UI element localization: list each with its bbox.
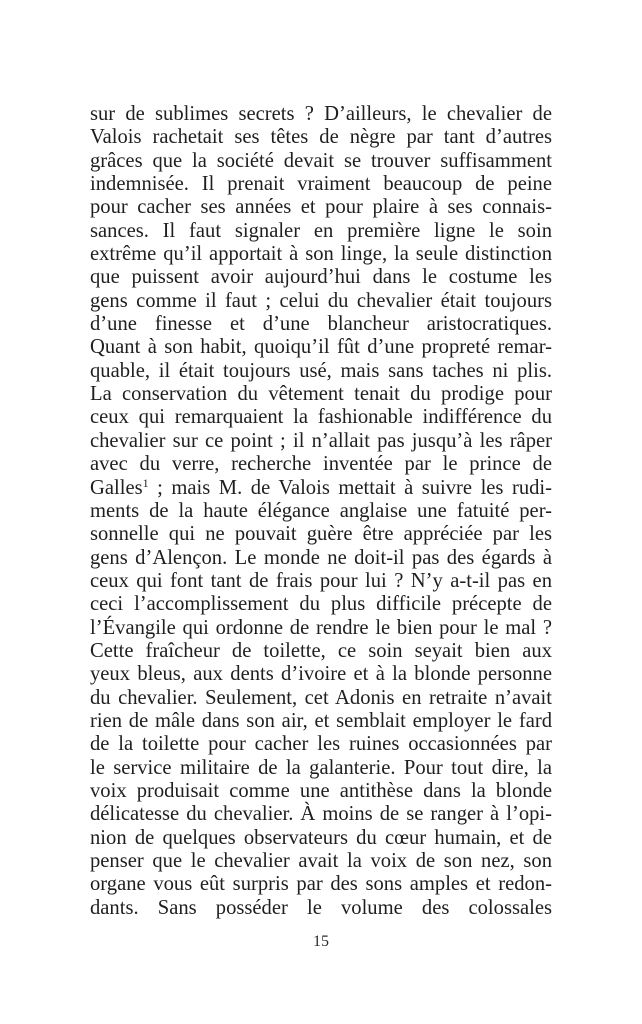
text-line: indemnisée. Il prenait vraiment beaucoup de peine bbox=[90, 173, 552, 196]
text-line: Valois rachetait ses têtes de nègre par tant d’autres bbox=[90, 126, 552, 149]
text-line: l’Évangile qui ordonne de rendre le bien pour le mal ? bbox=[90, 616, 552, 639]
text-line: extrême qu’il apportait à son linge, la seule distinction bbox=[90, 243, 552, 266]
text-line: nion de quelques observateurs du cœur humain, et de bbox=[90, 826, 552, 849]
text-line: sances. Il faut signaler en première ligne le soin bbox=[90, 219, 552, 242]
text-line: organe vous eût surpris par des sons amples et redon- bbox=[90, 873, 552, 896]
text-line: La conservation du vêtement tenait du prodige pour bbox=[90, 383, 552, 406]
footnote-marker: 1 bbox=[142, 475, 149, 490]
text-line: pour cacher ses années et pour plaire à ses connais- bbox=[90, 196, 552, 219]
text-line-with-footnote bbox=[90, 477, 552, 500]
text-line: ceux qui font tant de frais pour lui ? N’y a-t-il pas en bbox=[90, 569, 552, 592]
text-line: voix produisait comme une antithèse dans la blonde bbox=[90, 779, 552, 802]
text-line: quable, il était toujours usé, mais sans taches ni plis. bbox=[90, 359, 552, 382]
page-number: 15 bbox=[313, 933, 329, 950]
text-fragment: ; mais M. de Valois mettait à suivre les rudi- bbox=[148, 476, 552, 499]
text-line: dants. Sans posséder le volume des colossales bbox=[90, 896, 552, 919]
text-line: sur de sublimes secrets ? D’ailleurs, le chevalier de bbox=[90, 103, 552, 125]
text-line: du chevalier. Seulement, cet Adonis en retraite n’avait bbox=[90, 686, 552, 709]
text-fragment: Galles bbox=[90, 476, 143, 499]
text-line: d’une finesse et d’une blancheur aristocratiques. bbox=[90, 313, 552, 336]
text-line: grâces que la société devait se trouver suffisamment bbox=[90, 149, 552, 172]
text-line: le service militaire de la galanterie. Pour tout dire, la bbox=[90, 756, 552, 779]
text-line: avec du verre, recherche inventée par le prince de bbox=[90, 453, 552, 476]
text-line: chevalier sur ce point ; il n’allait pas jusqu’à les râper bbox=[90, 429, 552, 452]
text-line: yeux bleus, aux dents d’ivoire et à la blonde personne bbox=[90, 663, 552, 686]
body-text bbox=[90, 103, 552, 920]
text-line: de la toilette pour cacher les ruines occasionnées par bbox=[90, 733, 552, 756]
text-line: rien de mâle dans son air, et semblait employer le fard bbox=[90, 709, 552, 732]
text-line: ceux qui remarquaient la fashionable indifférence du bbox=[90, 406, 552, 429]
text-line: Quant à son habit, quoiqu’il fût d’une propreté remar- bbox=[90, 336, 552, 359]
text-line: penser que le chevalier avait la voix de son nez, son bbox=[90, 850, 552, 872]
text-line: gens d’Alençon. Le monde ne doit-il pas des égards à bbox=[90, 546, 552, 569]
text-line: ceci l’accomplissement du plus difficile précepte de bbox=[90, 593, 552, 616]
text-line: délicatesse du chevalier. À moins de se ranger à l’opi- bbox=[90, 803, 552, 826]
text-line: gens comme il faut ; celui du chevalier était toujours bbox=[90, 289, 552, 312]
text-line: ments de la haute élégance anglaise une fatuité per- bbox=[90, 499, 552, 522]
text-line: Cette fraîcheur de toilette, ce soin seyait bien aux bbox=[90, 639, 552, 662]
text-line: sonnelle qui ne pouvait guère être appréciée par les bbox=[90, 523, 552, 546]
text-line: que puissent avoir aujourd’hui dans le costume les bbox=[90, 266, 552, 289]
